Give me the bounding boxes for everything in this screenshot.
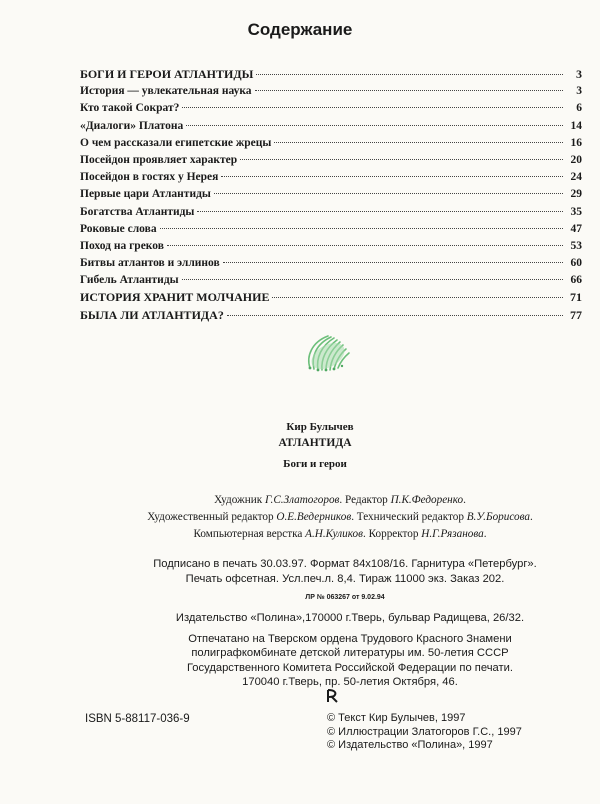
toc-leader-dots [186, 125, 563, 126]
toc-entry-page: 14 [570, 119, 582, 132]
toc-entry-title: Богатства Атлантиды [80, 205, 195, 218]
toc-entry-page: 60 [570, 257, 582, 270]
toc-entry-page: 6 [576, 102, 582, 115]
toc-entry [80, 255, 582, 272]
credits-line-1: Художник Г.С.Златогоров. Редактор П.К.Федоренко. [214, 494, 466, 506]
printer-line: Отпечатано на Тверском ордена Трудового Красного Знамени [188, 633, 512, 645]
toc-entry [80, 152, 582, 169]
toc-leader-dots [160, 228, 563, 229]
tech-editor-name: В.У.Борисова [466, 511, 531, 523]
copyright-line: © Текст Кир Булычев, 1997 [327, 712, 466, 724]
isbn: ISBN 5-88117-036-9 [85, 713, 190, 725]
toc-entry-page: 3 [576, 85, 582, 98]
toc-leader-dots [227, 315, 563, 316]
shell-ornament-icon [298, 328, 360, 374]
copyright-line: © Иллюстрации Златогоров Г.С., 1997 [327, 725, 522, 738]
imprint-subtitle: Боги и герои [283, 458, 347, 470]
toc-entry-title: ИСТОРИЯ ХРАНИТ МОЛЧАНИЕ [80, 290, 270, 305]
printer-line: полиграфкомбинате детской литературы им. 50-летия СССР [191, 647, 509, 660]
toc-leader-dots [274, 142, 563, 143]
imprint-title: АТЛАНТИДА [278, 437, 352, 449]
toc-entry-page: 66 [570, 274, 582, 287]
toc-entry [80, 135, 582, 152]
toc-entry-title: «Диалоги» Платона [80, 119, 184, 132]
copyright-block [327, 712, 522, 753]
toc-entry [80, 186, 582, 203]
toc-entry-page: 35 [570, 205, 582, 218]
toc-entry-title: Кто такой Сократ? [80, 102, 180, 115]
printer-line: 170040 г.Тверь, пр. 50-летия Октября, 46. [242, 676, 458, 689]
toc-entry-page: 77 [570, 307, 582, 322]
credits-line-2: Художественный редактор О.Е.Ведерников. Технический редактор В.У.Борисова. [147, 511, 533, 523]
toc-entry [80, 169, 582, 186]
toc-entry-title: БЫЛА ЛИ АТЛАНТИДА? [80, 307, 224, 322]
toc-entry [80, 100, 582, 117]
copyright-line: © Издательство «Полина», 1997 [327, 739, 493, 752]
toc-entry-title: Поход на греков [80, 239, 164, 252]
toc-entry-title: О чем рассказали египетские жрецы [80, 136, 272, 149]
toc-leader-dots [214, 193, 563, 194]
page-title: Содержание [247, 20, 353, 39]
toc-leader-dots [167, 245, 563, 246]
artist-name: Г.С.Златогоров [265, 494, 340, 506]
toc-entry [80, 221, 582, 238]
print-specs-line-1: Подписано в печать 30.03.97. Формат 84х108/16. Гарнитура «Петербург». [153, 558, 537, 570]
toc-entry-page: 20 [570, 153, 582, 166]
toc-entry [80, 289, 582, 306]
toc-leader-dots [221, 176, 563, 177]
toc-entry [80, 118, 582, 135]
toc-leader-dots [256, 74, 563, 75]
printer-info [120, 632, 580, 690]
credits-line-3: Компьютерная верстка А.Н.Куликов. Корректор Н.Г.Рязанова. [193, 528, 487, 540]
print-specs-line-2: Печать офсетная. Усл.печ.л. 8,4. Тираж 11000 экз. Заказ 202. [185, 573, 505, 585]
toc-entry-page: 29 [570, 188, 582, 201]
toc-entry-title: История — увлекательная наука [80, 85, 252, 98]
imprint-author: Кир Булычев [286, 421, 354, 433]
toc-leader-dots [223, 262, 563, 263]
publisher-address: Издательство «Полина»,170000 г.Тверь, бульвар Радищева, 26/32. [175, 612, 525, 624]
toc-entry [80, 83, 582, 100]
toc-entry-page: 53 [570, 239, 582, 252]
publisher-logo-icon [325, 688, 339, 704]
toc-entry-title: Гибель Атлантиды [80, 274, 179, 287]
toc-leader-dots [255, 90, 563, 91]
toc-leader-dots [182, 107, 563, 108]
toc-entry-page: 16 [570, 136, 582, 149]
toc-entry [80, 272, 582, 289]
toc-leader-dots [197, 211, 563, 212]
toc-entry [80, 66, 582, 83]
toc-entry-title: Первые цари Атлантиды [80, 188, 211, 201]
art-editor-name: О.Е.Ведерников [276, 511, 352, 523]
table-of-contents [80, 66, 582, 324]
print-specs [110, 557, 580, 587]
toc-leader-dots [272, 297, 563, 298]
toc-entry-page: 3 [576, 67, 582, 81]
toc-entry [80, 307, 582, 324]
corrector-name: Н.Г.Рязанова [421, 528, 484, 540]
license-number: ЛР № 063267 от 9.02.94 [305, 594, 385, 601]
toc-entry [80, 204, 582, 221]
printer-line: Государственного Комитета Российской Федерации по печати. [186, 661, 514, 674]
toc-entry-title: БОГИ И ГЕРОИ АТЛАНТИДЫ [80, 67, 254, 81]
toc-entry-title: Роковые слова [80, 222, 157, 235]
toc-entry-page: 47 [570, 222, 582, 235]
toc-entry-page: 71 [570, 290, 582, 305]
toc-leader-dots [182, 279, 563, 280]
toc-entry-title: Посейдон проявляет характер [80, 153, 238, 166]
toc-entry-title: Посейдон в гостях у Нерея [80, 171, 219, 184]
editor-name: П.К.Федоренко [390, 494, 464, 506]
toc-entry-title: Битвы атлантов и эллинов [80, 257, 220, 270]
toc-entry-page: 24 [570, 171, 582, 184]
layout-name: А.Н.Куликов [305, 528, 364, 540]
toc-entry [80, 238, 582, 255]
toc-leader-dots [240, 159, 563, 160]
